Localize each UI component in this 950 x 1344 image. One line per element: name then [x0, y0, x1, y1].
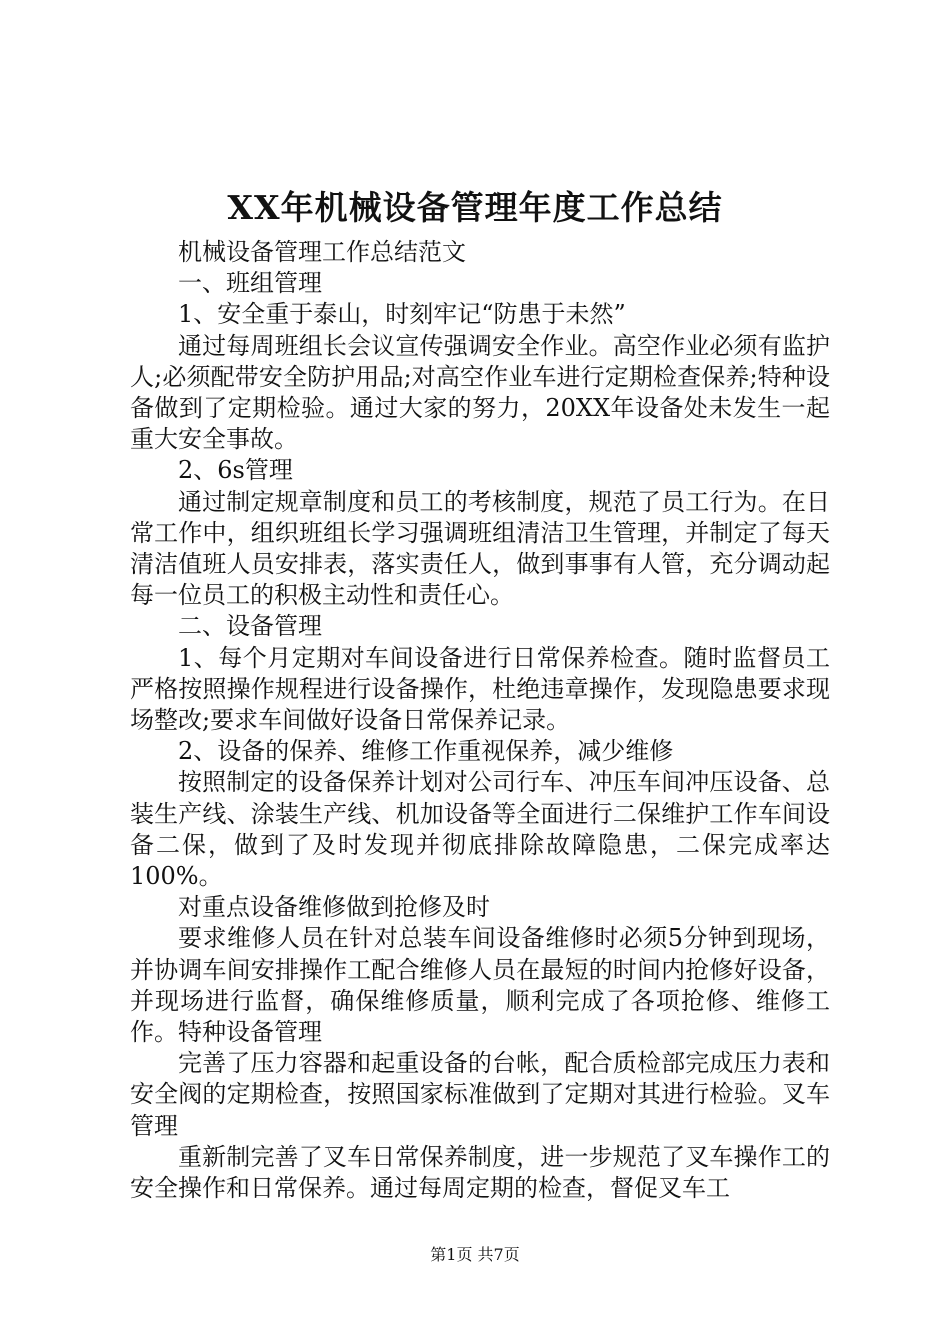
- paragraph-forklift: 重新制完善了叉车日常保养制度，进一步规范了叉车操作工的安全操作和日常保养。通过每周定期的检查，督促叉车工: [130, 1142, 830, 1203]
- subheading-safety: 1、安全重于泰山，时刻牢记“防患于未然”: [178, 300, 626, 329]
- section-heading-equipment: 二、设备管理: [178, 612, 322, 641]
- paragraph-monthly-check: 1、每个月定期对车间设备进行日常保养检查。随时监督员工严格按照操作规程进行设备操作，杜绝违章操作，发现隐患要求现场整改;要求车间做好设备日常保养记录。: [130, 643, 830, 735]
- subheading-maintenance: 2、设备的保养、维修工作重视保养，减少维修: [178, 737, 674, 766]
- document-title: XX年机械设备管理年度工作总结: [227, 188, 723, 227]
- section-heading-team: 一、班组管理: [178, 269, 322, 298]
- document-body: [130, 237, 830, 1204]
- paragraph-subtitle: 机械设备管理工作总结范文: [178, 238, 466, 266]
- paragraph-pressure-vessels: 完善了压力容器和起重设备的台帐，配合质检部完成压力表和安全阀的定期检查，按照国家标准做到了定期对其进行检验。叉车管理: [130, 1049, 830, 1140]
- paragraph-6s: 通过制定规章制度和员工的考核制度，规范了员工行为。在日常工作中，组织班组长学习强调班组清洁卫生管理，并制定了每天清洁值班人员安排表，落实责任人，做到事事有人管，充分调动起每一位员工的积极主动性和责任心。: [130, 487, 830, 610]
- page-footer: 第1页 共7页: [430, 1245, 520, 1264]
- subheading-6s: 2、6s管理: [178, 456, 293, 485]
- paragraph-maintenance-plan: 按照制定的设备保养计划对公司行车、冲压车间冲压设备、总装生产线、涂装生产线、机加设备等全面进行二保维护工作车间设备二保，做到了及时发现并彻底排除故障隐患，二保完成率达100%。: [130, 768, 830, 891]
- paragraph-safety: 通过每周班组长会议宣传强调安全作业。高空作业必须有监护人;必须配带安全防护用品;对高空作业车进行定期检查保养;特种设备做到了定期检验。通过大家的努力，20XX年设备处未发生一起重大安全事故。: [130, 331, 830, 454]
- subheading-key-equipment: 对重点设备维修做到抢修及时: [178, 893, 490, 922]
- paragraph-repair: 要求维修人员在针对总装车间设备维修时必须5分钟到现场，并协调车间安排操作工配合维修人员在最短的时间内抢修好设备，并现场进行监督，确保维修质量，顺利完成了各项抢修、维修工作。特种设备管理: [130, 924, 830, 1047]
